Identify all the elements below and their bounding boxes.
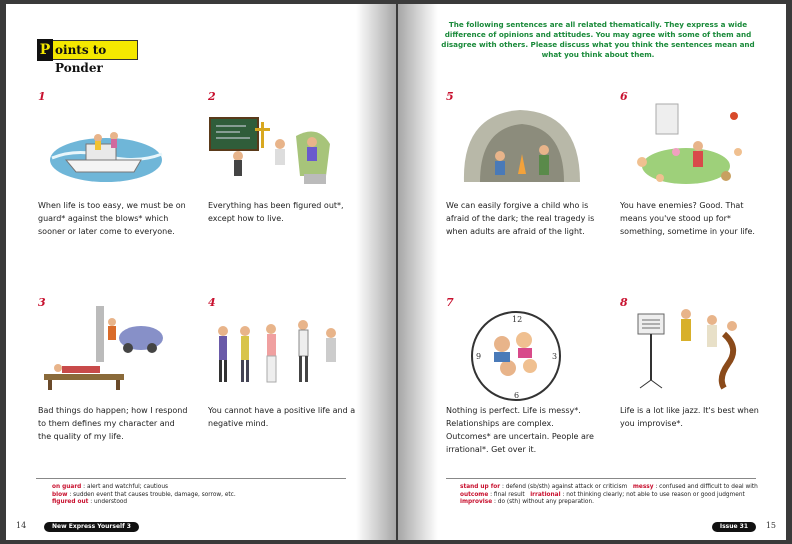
boat-illustration — [46, 108, 166, 186]
glossary-entry: on guard : alert and watchful; cautious — [52, 484, 169, 490]
footer-label: New Express Yourself 3 — [44, 522, 139, 532]
item-number: 2 — [208, 90, 216, 103]
left-page — [6, 4, 396, 540]
item-number: 8 — [620, 296, 628, 309]
quote-text: When life is too easy, we must be on guard* against the blows* which sooner or later come to everyone. — [38, 201, 186, 236]
glossary-entry: improvise : do (sth) without any preparation. — [460, 499, 594, 505]
gutter-shadow — [398, 4, 438, 540]
svg-text:6: 6 — [514, 391, 520, 400]
quote-text: Bad things do happen; how I respond to them defines my character and the quality of my life. — [38, 406, 188, 441]
glossary-entry: stand up for : defend (sb/sth) against attack or criticism messy : confused and difficult to deal with — [460, 484, 758, 490]
svg-text:12: 12 — [512, 315, 523, 324]
gutter-shadow — [356, 4, 396, 540]
accident-illustration — [36, 304, 166, 392]
glossary — [460, 484, 780, 507]
page-number: 15 — [765, 521, 776, 530]
intro-text: The following sentences are all related thematically. They express a wide difference of opinions and attitudes. You may agree with some of them and disagree with others. Please discuss what you think the sentences mean and what you think about them. — [441, 20, 755, 59]
section-title — [38, 40, 138, 75]
right-page — [398, 4, 786, 540]
page-number: 14 — [16, 521, 27, 530]
quote-text: You have enemies? Good. That means you've stood up for* something, sometime in your life. — [620, 201, 755, 236]
animals-illustration — [626, 102, 756, 190]
quote-text: Everything has been figured out*, except how to live. — [208, 201, 344, 223]
jazz-band-illustration — [628, 304, 748, 390]
classroom-illustration — [208, 114, 338, 189]
title-initial: P — [37, 39, 53, 61]
item-number: 1 — [38, 90, 46, 103]
glossary — [52, 484, 236, 507]
glossary-rule — [446, 478, 756, 479]
title-text: oints to Ponder — [55, 43, 107, 75]
item-number: 7 — [446, 296, 454, 309]
svg-text:3: 3 — [552, 352, 558, 361]
quote-text: Life is a lot like jazz. It's best when you improvise*. — [620, 406, 759, 428]
item-number: 6 — [620, 90, 628, 103]
people-illustration — [211, 319, 341, 394]
glossary-entry: figured out : understood — [52, 499, 128, 505]
item-number: 5 — [446, 90, 454, 103]
quote-text: You cannot have a positive life and a negative mind. — [208, 406, 356, 428]
glossary-entry: blow : sudden event that causes trouble, damage, sorrow, etc. — [52, 491, 236, 498]
glossary-rule — [36, 478, 346, 479]
cave-illustration — [460, 104, 584, 184]
quote-text: Nothing is perfect. Life is messy*. Relationships are complex. Outcomes* are uncertain. People are irrational*. Get over it. — [446, 406, 594, 454]
item-number: 4 — [208, 296, 216, 309]
quote-text: We can easily forgive a child who is afraid of the dark; the real tragedy is when adults are afraid of the light. — [446, 201, 595, 236]
footer-label: Issue 31 — [712, 522, 756, 532]
item-number: 3 — [38, 296, 46, 309]
clock-illustration — [468, 308, 564, 404]
svg-text:9: 9 — [476, 352, 482, 361]
glossary-entry: outcome : final result irrational : not thinking clearly; not able to use reason or good judgment — [460, 491, 745, 498]
